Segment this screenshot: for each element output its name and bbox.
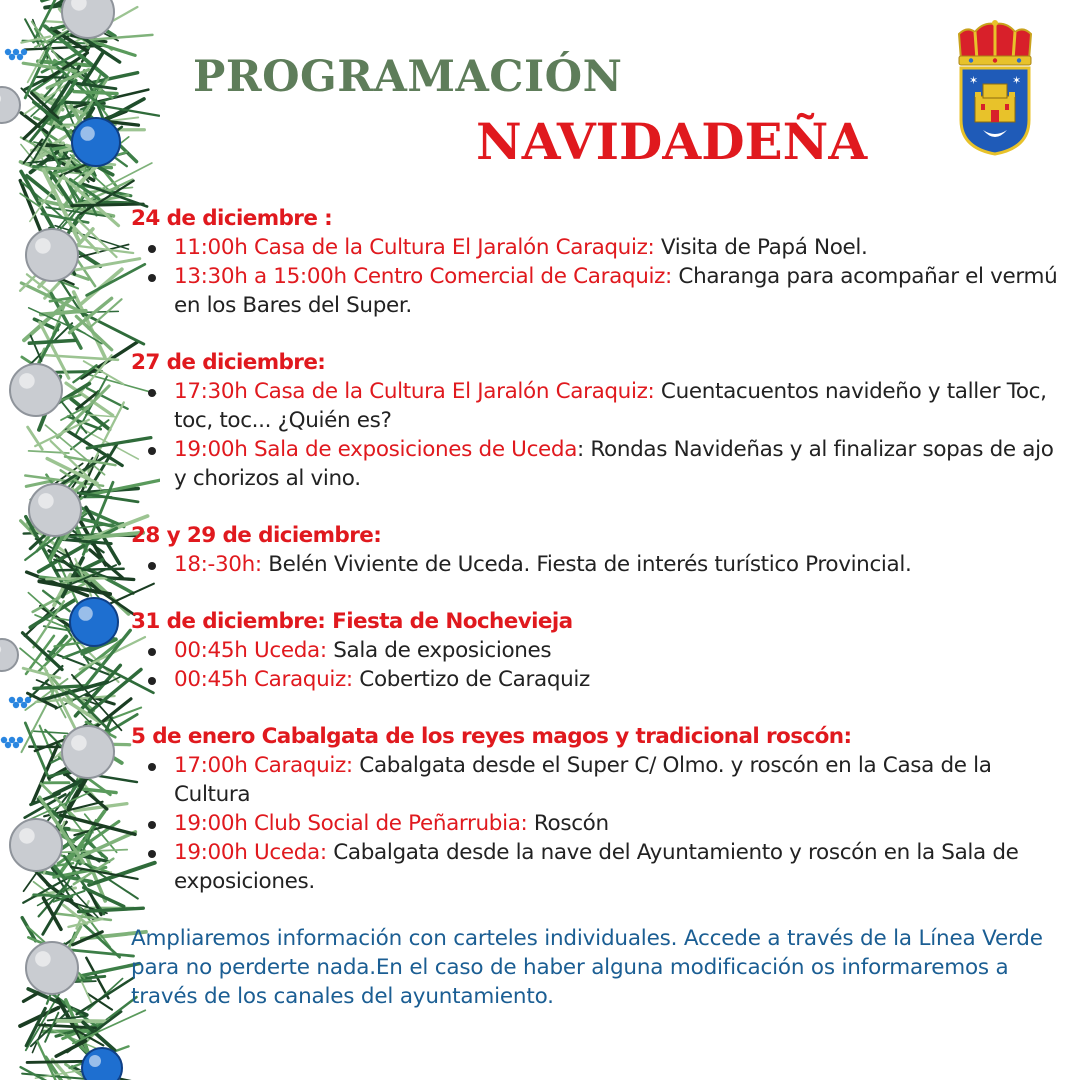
section-heading: 28 y 29 de diciembre: bbox=[131, 523, 382, 548]
event-time-place: 18:-30h: bbox=[174, 552, 262, 577]
event-time-place: 17:30h Casa de la Cultura El Jaralón Caraquiz: bbox=[174, 379, 655, 404]
event-list bbox=[131, 636, 1071, 694]
event-description: Cabalgata desde el Super C/ Olmo. y roscón en la Casa de la Cultura bbox=[174, 753, 992, 807]
title-programacion: PROGRAMACIÓN bbox=[193, 52, 623, 102]
event-time-place: 19:00h Club Social de Peñarrubia: bbox=[174, 811, 528, 836]
svg-text:✶: ✶ bbox=[969, 74, 979, 87]
section-heading: 5 de enero Cabalgata de los reyes magos y tradicional roscón: bbox=[131, 724, 852, 749]
section-heading: 27 de diciembre: bbox=[131, 350, 326, 375]
event-description: Cabalgata desde la nave del Ayuntamiento y roscón en la Sala de exposiciones. bbox=[174, 840, 1019, 894]
event-time-place: 00:45h Uceda: bbox=[174, 638, 327, 663]
event-time-place: 17:00h Caraquiz: bbox=[174, 753, 353, 778]
event-list bbox=[131, 233, 1071, 320]
event-list bbox=[131, 377, 1071, 493]
event-description: Roscón bbox=[527, 811, 609, 836]
event-time-place: 19:00h Uceda: bbox=[174, 840, 327, 865]
event-item bbox=[174, 435, 1071, 493]
section-24-dec bbox=[131, 204, 1071, 320]
event-time-place: 00:45h Caraquiz: bbox=[174, 667, 353, 692]
section-heading: 24 de diciembre : bbox=[131, 206, 333, 231]
event-description: Cobertizo de Caraquiz bbox=[352, 667, 590, 692]
section-27-dec bbox=[131, 348, 1071, 493]
section-31-dec bbox=[131, 607, 1071, 694]
event-time-place: 13:30h a 15:00h Centro Comercial de Caraquiz: bbox=[174, 264, 672, 289]
event-list bbox=[131, 550, 1071, 579]
event-item bbox=[174, 377, 1071, 435]
section-heading: 31 de diciembre: Fiesta de Nochevieja bbox=[131, 609, 573, 634]
section-28-29-dec bbox=[131, 521, 1071, 579]
event-item bbox=[174, 665, 1071, 694]
event-description: Visita de Papá Noel. bbox=[654, 235, 868, 260]
event-item bbox=[174, 809, 1071, 838]
event-list bbox=[131, 751, 1071, 896]
footer-note: Ampliaremos información con carteles individuales. Accede a través de la Línea Verde para no perderte nada.En el caso de haber alguna modificación os informaremos a través de los canales del ayuntamiento. bbox=[131, 926, 1043, 1009]
event-item bbox=[174, 233, 1071, 262]
event-description: Charanga para acompañar el vermú en los Bares del Super. bbox=[174, 264, 1058, 318]
event-description: Sala de exposiciones bbox=[326, 638, 552, 663]
event-description: : Rondas Navideñas y al finalizar sopas de ajo y chorizos al vino. bbox=[174, 437, 1054, 491]
event-item bbox=[174, 838, 1071, 896]
event-item bbox=[174, 262, 1071, 320]
event-time-place: 19:00h Sala de exposiciones de Uceda bbox=[174, 437, 578, 462]
event-item bbox=[174, 636, 1071, 665]
event-description: Cuentacuentos navideño y taller Toc, toc, toc... ¿Quién es? bbox=[174, 379, 1047, 433]
event-time-place: 11:00h Casa de la Cultura El Jaralón Caraquiz: bbox=[174, 235, 655, 260]
event-description: Belén Viviente de Uceda. Fiesta de interés turístico Provincial. bbox=[261, 552, 912, 577]
title-navidadena: NAVIDADEÑA bbox=[476, 112, 868, 171]
schedule bbox=[131, 204, 1071, 1011]
event-item bbox=[174, 751, 1071, 809]
svg-text:✶: ✶ bbox=[1012, 74, 1022, 87]
section-5-jan bbox=[131, 722, 1071, 896]
coat-of-arms-icon bbox=[955, 20, 1035, 156]
event-item bbox=[174, 550, 1071, 579]
